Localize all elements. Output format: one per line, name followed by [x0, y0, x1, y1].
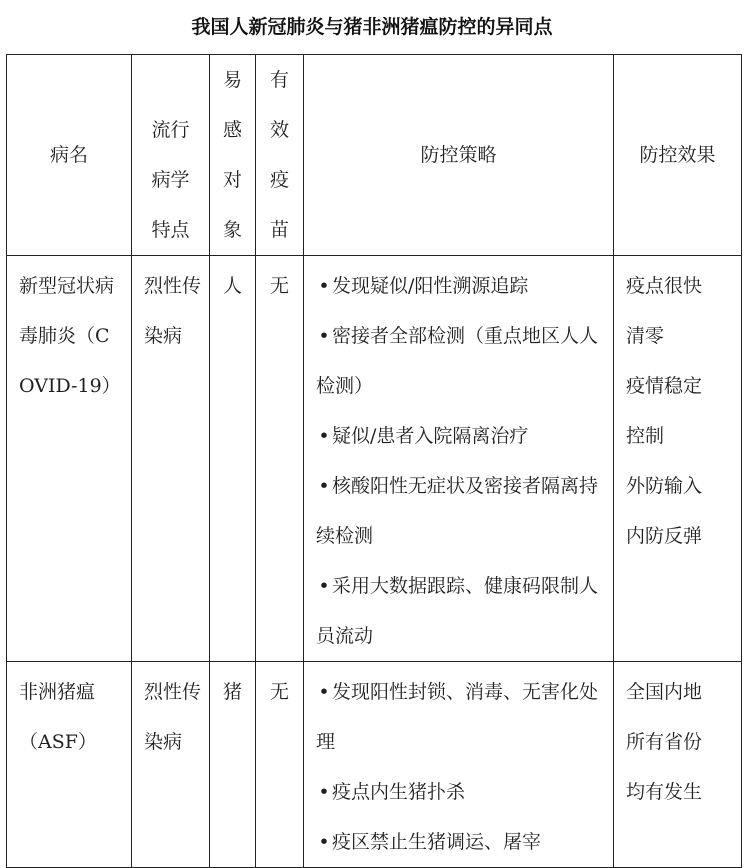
- cell-susceptible: 猪: [210, 662, 256, 868]
- effect-line: 均有发生: [626, 781, 703, 803]
- cell-effect: [614, 662, 742, 868]
- effect-line: 疫点很快: [626, 275, 703, 297]
- table-row: [7, 662, 742, 868]
- comparison-table: [6, 54, 742, 868]
- cell-vaccine: 无: [256, 256, 304, 662]
- strategy-item: • 采用大数据跟踪、健康码限制人员流动: [316, 575, 599, 647]
- effect-line: 全国内地: [626, 681, 703, 703]
- table-row: [7, 256, 742, 662]
- strategy-item: • 疫点内生猪扑杀: [318, 781, 466, 803]
- strategy-item: • 发现疑似/阳性溯源追踪: [318, 275, 529, 297]
- strategy-item: • 密接者全部检测（重点地区人人检测）: [316, 325, 599, 397]
- effect-line: 外防输入: [626, 475, 703, 497]
- cell-vaccine: 无: [256, 662, 304, 868]
- header-vaccine: 有效疫苗: [256, 55, 304, 256]
- effect-line: 内防反弹: [626, 525, 703, 547]
- cell-disease-name: 非洲猪瘟（ASF）: [7, 662, 132, 868]
- cell-effect: [614, 256, 742, 662]
- header-effect: 防控效果: [614, 55, 742, 256]
- strategy-item: • 发现阳性封锁、消毒、无害化处理: [316, 681, 599, 753]
- cell-epidemiology: 烈性传染病: [132, 256, 210, 662]
- cell-strategy: [304, 256, 614, 662]
- cell-disease-name: 新型冠状病毒肺炎（COVID-19）: [7, 256, 132, 662]
- strategy-item: • 核酸阳性无症状及密接者隔离持续检测: [316, 475, 599, 547]
- effect-line: 所有省份: [626, 731, 703, 753]
- header-strategy: 防控策略: [304, 55, 614, 256]
- strategy-item: • 疫区禁止生猪调运、屠宰: [318, 831, 542, 853]
- effect-line: 疫情稳定: [626, 375, 703, 397]
- header-epidemiology: 流行病学特点: [132, 55, 210, 256]
- cell-susceptible: 人: [210, 256, 256, 662]
- table-header-row: [7, 55, 742, 256]
- header-disease-name: 病名: [7, 55, 132, 256]
- effect-line: 清零: [626, 325, 665, 347]
- page-title: 我国人新冠肺炎与猪非洲猪瘟防控的异同点: [191, 16, 553, 38]
- strategy-item: • 疑似/患者入院隔离治疗: [318, 425, 529, 447]
- cell-strategy: [304, 662, 614, 868]
- header-susceptible: 易感对象: [210, 55, 256, 256]
- cell-epidemiology: 烈性传染病: [132, 662, 210, 868]
- effect-line: 控制: [626, 425, 665, 447]
